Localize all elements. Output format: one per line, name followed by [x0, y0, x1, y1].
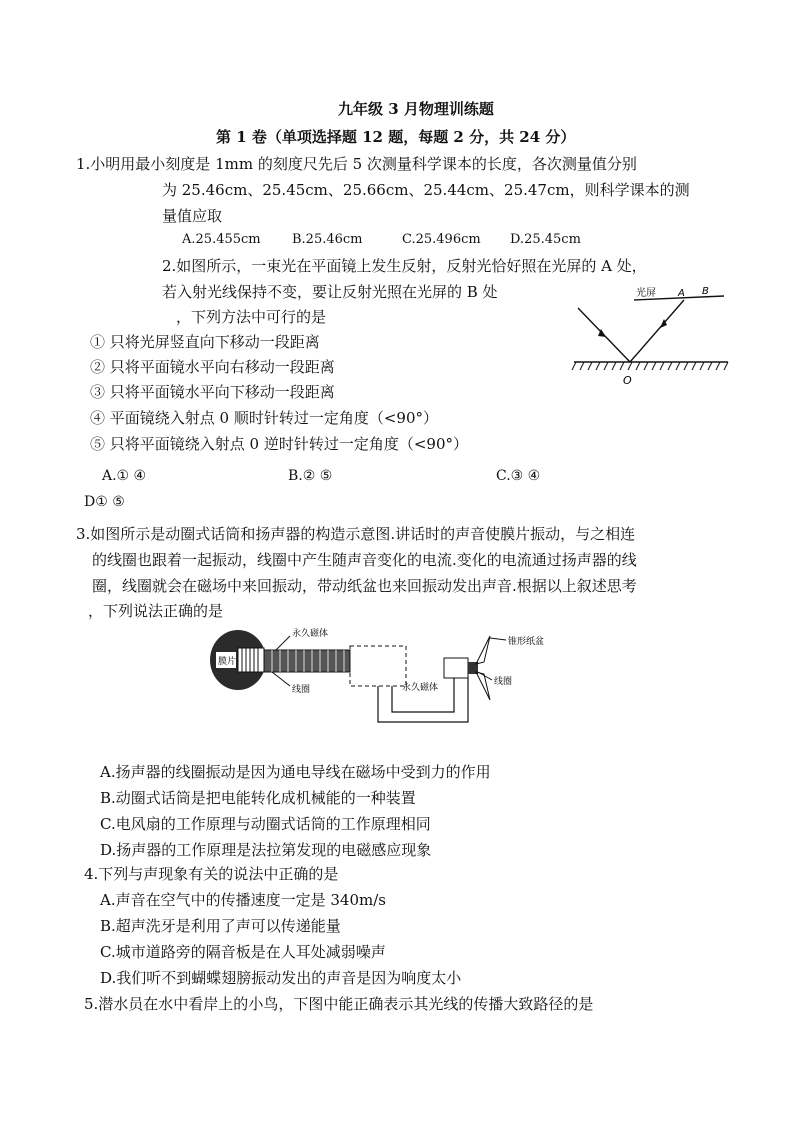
q3-mic-speaker-figure [206, 624, 592, 728]
q4-option-b: B.超声洗牙是利用了声可以传递能量 [100, 917, 341, 935]
q2-item-2: ② 只将平面镜水平向右移动一段距离 [90, 358, 335, 376]
coil2-label: 线圈 [494, 677, 513, 687]
coil1-leader [272, 672, 290, 686]
q3-line-2: 的线圈也跟着一起振动，线圈中产生随声音变化的电流.变化的电流通过扬声器的线 [92, 551, 637, 569]
q2-item-5: ⑤ 只将平面镜绕入射点 0 逆时针转过一定角度（<90°） [90, 435, 469, 453]
magnet1-label: 永久磁体 [292, 629, 329, 639]
q1-option-a: A.25.455cm [182, 232, 261, 247]
q2-item-1: ① 只将光屏竖直向下移动一段距离 [90, 333, 320, 351]
screen-label: 光屏 [636, 288, 656, 299]
q2-item-4: ④ 平面镜绕入射点 0 顺时针转过一定角度（<90°） [90, 409, 439, 427]
wire-inner [392, 676, 454, 712]
q1-line-2: 为 25.46cm、25.45cm、25.66cm、25.44cm、25.47cm，则科学课本的测 [162, 181, 690, 199]
q2-line-3: ，下列方法中可行的是 [176, 308, 327, 326]
q4-option-c: C.城市道路旁的隔音板是在人耳处减弱噪声 [100, 943, 386, 961]
q1-line-3: 量值应取 [162, 207, 223, 225]
point-a-label: A [678, 288, 685, 299]
mirror-hatching [572, 362, 728, 370]
q3-line-1: 3.如图所示是动圈式话筒和扬声器的构造示意图.讲话时的声音使膜片振动，与之相连 [76, 525, 636, 543]
cone-label: 锥形纸盆 [508, 637, 545, 647]
amplifier-box [350, 646, 406, 686]
q2-option-b: B.② ⑤ [288, 468, 333, 484]
q4-option-d: D.我们听不到蝴蝶翅膀振动发出的声音是因为响度太小 [100, 969, 462, 987]
q1-option-d: D.25.45cm [510, 232, 581, 247]
magnet1-leader [276, 636, 290, 650]
exam-title: 九年级 3 月物理训练题 [338, 100, 494, 118]
q2-option-c: C.③ ④ [496, 468, 541, 484]
q4-option-a: A.声音在空气中的传播速度一定是 340m/s [100, 891, 386, 909]
cone-leader [490, 638, 506, 640]
q2-option-a: A.① ④ [102, 468, 147, 484]
q4-stem: 4.下列与声现象有关的说法中正确的是 [84, 865, 339, 883]
q2-option-d: D① ⑤ [84, 494, 125, 510]
point-o-label: O [623, 374, 632, 387]
speaker-magnet [444, 658, 468, 678]
q1-option-b: B.25.46cm [292, 232, 363, 247]
q3-option-d: D.扬声器的工作原理是法拉第发现的电磁感应现象 [100, 841, 432, 859]
q5-stem: 5.潜水员在水中看岸上的小鸟，下图中能正确表示其光线的传播大致路径的是 [84, 995, 594, 1013]
point-b-label: B [702, 286, 709, 297]
reflected-ray [630, 300, 684, 362]
microphone-handle [264, 650, 350, 672]
q1-option-c: C.25.496cm [402, 232, 481, 247]
magnet2-label: 永久磁体 [402, 683, 439, 693]
q3-option-a: A.扬声器的线圈振动是因为通电导线在磁场中受到力的作用 [100, 763, 491, 781]
q3-option-c: C.电风扇的工作原理与动圈式话筒的工作原理相同 [100, 815, 431, 833]
q2-reflection-figure [568, 282, 734, 392]
q3-line-3: 圈，线圈就会在磁场中来回振动，带动纸盆也来回振动发出声音.根据以上叙述思考 [92, 577, 637, 595]
q3-line-4: ，下列说法正确的是 [88, 602, 224, 620]
coil1-label: 线圈 [292, 685, 311, 695]
q2-item-3: ③ 只将平面镜水平向下移动一段距离 [90, 383, 335, 401]
section-heading: 第 1 卷（单项选择题 12 题，每题 2 分，共 24 分） [216, 128, 576, 146]
cone-lower [476, 672, 490, 700]
cone-upper [476, 636, 490, 664]
q2-line-1: 2.如图所示，一束光在平面镜上发生反射，反射光恰好照在光屏的 A 处， [162, 257, 647, 275]
q2-line-2: 若入射光线保持不变，要让反射光照在光屏的 B 处 [162, 283, 498, 301]
q3-option-b: B.动圈式话筒是把电能转化成机械能的一种装置 [100, 789, 416, 807]
diaphragm-label: 膜片 [218, 657, 237, 667]
q1-line-1: 1.小明用最小刻度是 1mm 的刻度尺先后 5 次测量科学课本的长度，各次测量值分别 [76, 155, 637, 173]
